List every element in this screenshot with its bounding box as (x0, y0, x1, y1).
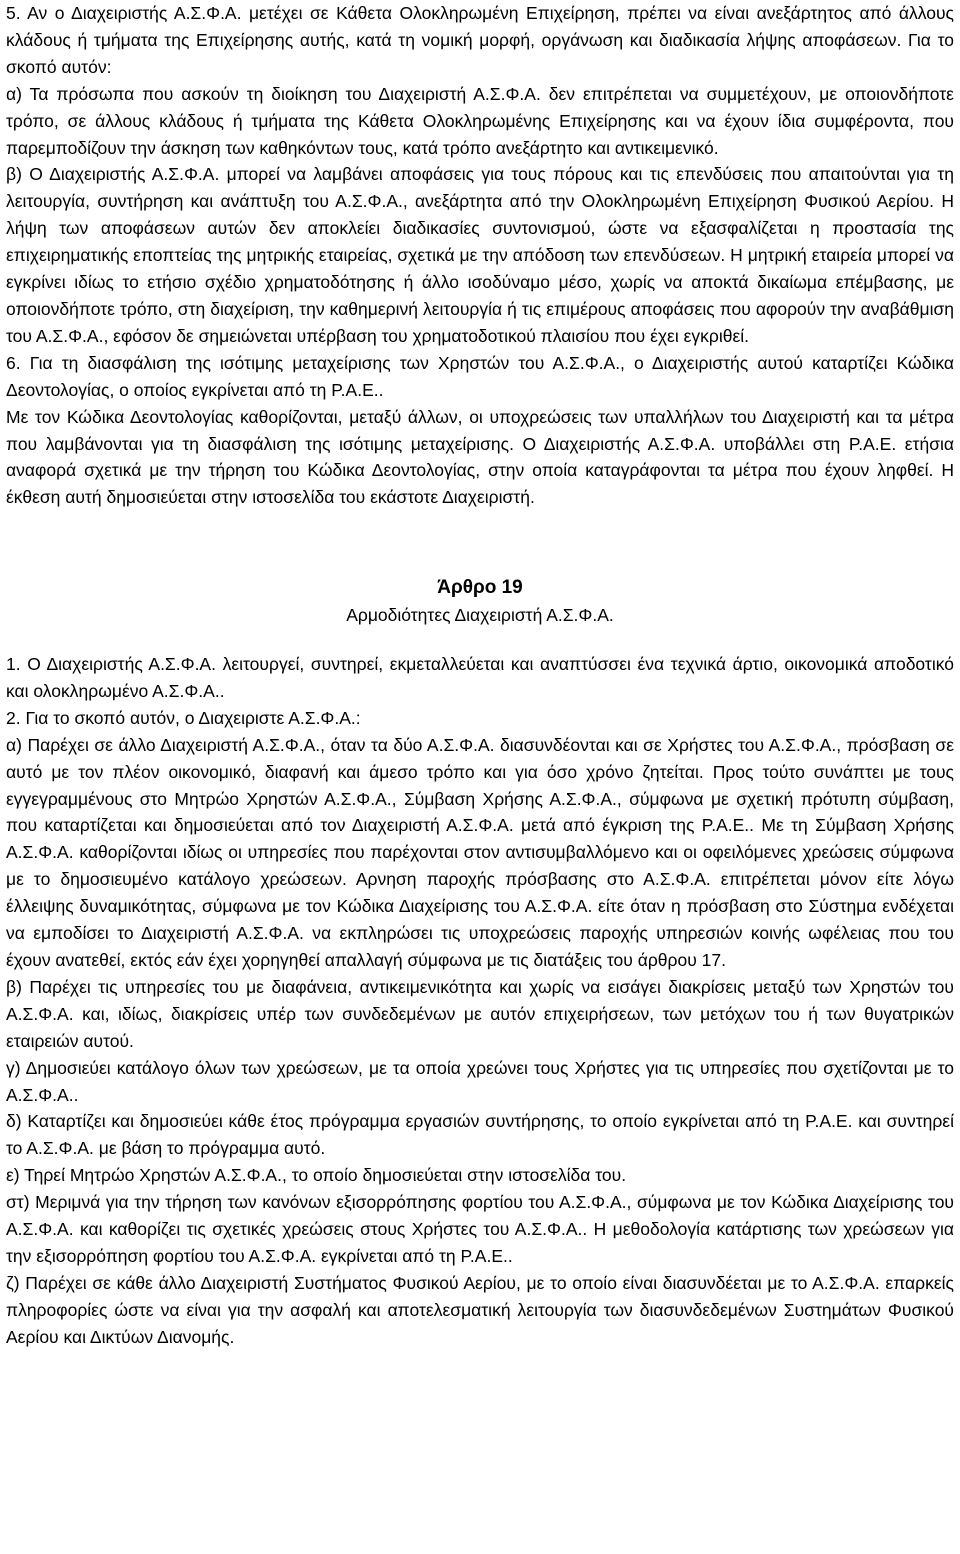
paragraph-2st: στ) Μεριμνά για την τήρηση των κανόνων εξισορρόπησης φορτίου του Α.Σ.Φ.Α., σύμφωνα με τον Κώδικα Διαχείρισης του Α.Σ.Φ.Α. και καθορίζει τις σχετικές χρεώσεις στους Χρήστες του Α.Σ.Φ.Α.. Η μεθοδολογία κατάρτισης των χρεώσεων για την εξισορρόπηση φορτίου του Α.Σ.Φ.Α. εγκρίνεται από τη Ρ.Α.Ε.. (6, 1192, 954, 1266)
paragraph-2d: δ) Καταρτίζει και δημοσιεύει κάθε έτος πρόγραμμα εργασιών συντήρησης, το οποίο εγκρίνεται από τη Ρ.Α.Ε. και συντηρεί το Α.Σ.Φ.Α. με βάση το πρόγραμμα αυτό. (6, 1111, 954, 1159)
spacer (6, 511, 954, 575)
paragraph-2e: ε) Τηρεί Μητρώο Χρηστών Α.Σ.Φ.Α., το οποίο δημοσιεύεται στην ιστοσελίδα του. (6, 1165, 627, 1186)
article-subtitle: Αρμοδιότητες Διαχειριστή Α.Σ.Φ.Α. (346, 605, 614, 626)
paragraph-5: 5. Αν ο Διαχειριστής Α.Σ.Φ.Α. μετέχει σε Κάθετα Ολοκληρωμένη Επιχείρηση, πρέπει να είναι ανεξάρτητος από άλλους κλάδους ή τμήματα της Επιχείρησης αυτής, κατά τη νομική μορφή, οργάνωση και διαδικασία λήψης αποφάσεων. Για το σκοπό αυτόν: (6, 3, 954, 77)
article-title: Άρθρο 19 (437, 577, 523, 599)
paragraph-2c: γ) Δημοσιεύει κατάλογο όλων των χρεώσεων, με τα οποία χρεώνει τους Χρήστες για τις υπηρεσίες που σχετίζονται με το Α.Σ.Φ.Α.. (6, 1057, 954, 1105)
paragraph-2b: β) Παρέχει τις υπηρεσίες του με διαφάνεια, αντικειμενικότητα και χωρίς να εισάγει διακρίσεις μεταξύ των Χρηστών του Α.Σ.Φ.Α. και, ιδίως, διακρίσεις υπέρ των συνδεδεμένων με αυτόν επιχειρήσεων, των μετόχων του ή των θυγατρικών εταιρειών αυτού. (6, 976, 954, 1051)
paragraph-5a: α) Τα πρόσωπα που ασκούν τη διοίκηση του Διαχειριστή Α.Σ.Φ.Α. δεν επιτρέπεται να συμμετέχουν, με οποιονδήποτε τρόπο, σε άλλους κλάδους ή τμήματα της Κάθετα Ολοκληρωμένης Επιχείρησης και να έχουν ίδια συμφέροντα, που παρεμποδίζουν την άσκηση των καθηκόντων τους, κατά τρόπο ανεξάρτητο και αντικειμενικό. (6, 83, 954, 158)
paragraph-2: 2. Για το σκοπό αυτόν, ο Διαχειριστε Α.Σ.Φ.Α.: (6, 707, 361, 728)
paragraph-code-of-conduct: Με τον Κώδικα Δεοντολογίας καθορίζονται, μεταξύ άλλων, οι υποχρεώσεις των υπαλλήλων του Διαχειριστή και τα μέτρα που λαμβάνονται για τη διασφάλιση της ισότιμης μεταχείρισης. Ο Διαχειριστής Α.Σ.Φ.Α. υποβάλλει στη Ρ.Α.Ε. ετήσια αναφορά σχετικά με την τήρηση του Κώδικα Δεοντολογίας, στην οποία καταγράφονται τα μέτρα που έχουν ληφθεί. Η έκθεση αυτή δημοσιεύεται στην ιστοσελίδα του εκάστοτε Διαχειριστή. (6, 406, 954, 508)
paragraph-1: 1. Ο Διαχειριστής Α.Σ.Φ.Α. λειτουργεί, συντηρεί, εκμεταλλεύεται και αναπτύσσει ένα τεχνικά άρτιο, οικονομικά αποδοτικό και ολοκληρωμένο Α.Σ.Φ.Α.. (6, 654, 954, 701)
paragraph-2z: ζ) Παρέχει σε κάθε άλλο Διαχειριστή Συστήματος Φυσικού Αερίου, με το οποίο είναι διασυνδέεται με το Α.Σ.Φ.Α. επαρκείς πληροφορίες ώστε να είναι για την ασφαλή και αποτελεσματική λειτουργία των διασυνδεδεμένων Συστημάτων Φυσικού Αερίου και Δικτύων Διανομής. (6, 1272, 954, 1347)
spacer (6, 629, 954, 651)
paragraph-6: 6. Για τη διασφάλιση της ισότιμης μεταχείρισης των Χρηστών του Α.Σ.Φ.Α., ο Διαχειριστής αυτού καταρτίζει Κώδικα Δεοντολογίας, ο οποίος εγκρίνεται από τη Ρ.Α.Ε.. (6, 352, 954, 400)
paragraph-2a: α) Παρέχει σε άλλο Διαχειριστή Α.Σ.Φ.Α., όταν τα δύο Α.Σ.Φ.Α. διασυνδέονται και σε Χρήστες του Α.Σ.Φ.Α., πρόσβαση σε αυτό με τον πλέον οικονομικό, διαφανή και άμεσο τρόπο και για όσο χρόνο ζητείται. Προς τούτο συνάπτει με τους εγγεγραμμένους στο Μητρώο Χρηστών Α.Σ.Φ.Α., Σύμβαση Χρήσης Α.Σ.Φ.Α., σύμφωνα με σχετική πρότυπη σύμβαση, που καταρτίζεται και δημοσιεύεται από τον Διαχειριστή Α.Σ.Φ.Α. μετά από έγκριση της Ρ.Α.Ε.. Με τη Σύμβαση Χρήσης Α.Σ.Φ.Α. καθορίζονται ιδίως οι υπηρεσίες που παρέχονται στον αντισυμβαλλόμενο και οι οφειλόμενες χρεώσεις σύμφωνα με το δημοσιευμένο κατάλογο χρεώσεων. Αρνηση παροχής πρόσβασης στο Α.Σ.Φ.Α. επιτρέπεται μόνον είτε λόγω έλλειψης δυναμικότητας, σύμφωνα με τον Κώδικα Διαχείρισης του Α.Σ.Φ.Α. είτε όταν η πρόσβαση στο Σύστημα ενδέχεται να εμποδίσει το Διαχειριστή Α.Σ.Φ.Α. να εκπληρώσει τις υποχρεώσεις παροχής υπηρεσιών κοινής ωφέλειας που του έχουν ανατεθεί, εκτός εάν έχει χορηγηθεί απαλλαγή σύμφωνα με τις διατάξεις του άρθρου 17. (6, 734, 954, 970)
paragraph-5b: β) Ο Διαχειριστής Α.Σ.Φ.Α. μπορεί να λαμβάνει αποφάσεις για τους πόρους και τις επενδύσεις που απαιτούνται για τη λειτουργία, συντήρηση και ανάπτυξη του Α.Σ.Φ.Α., ανεξάρτητα από την Ολοκληρωμένη Επιχείρηση Φυσικού Αερίου. Η λήψη των αποφάσεων αυτών δεν αποκλείει διαδικασίες συντονισμού, ώστε να εξασφαλίζεται η προστασία της επιχειρηματικής εποπτείας της μητρικής εταιρείας, σχετικά με την απόδοση των επενδύσεων. Η μητρική εταιρεία μπορεί να εγκρίνει ιδίως το ετήσιο σχέδιο χρηματοδότησης ή άλλο ισοδύναμο μέσο, χωρίς να αποκτά δικαίωμα επέμβασης, με οποιονδήποτε τρόπο, στη διαχείριση, την καθημερινή λειτουργία ή τις επιμέρους αποφάσεις που αφορούν την αναβάθμιση του Α.Σ.Φ.Α., εφόσον δε σημειώνεται υπέρβαση του χρηματοδοτικού πλαισίου που έχει εγκριθεί. (6, 164, 954, 346)
